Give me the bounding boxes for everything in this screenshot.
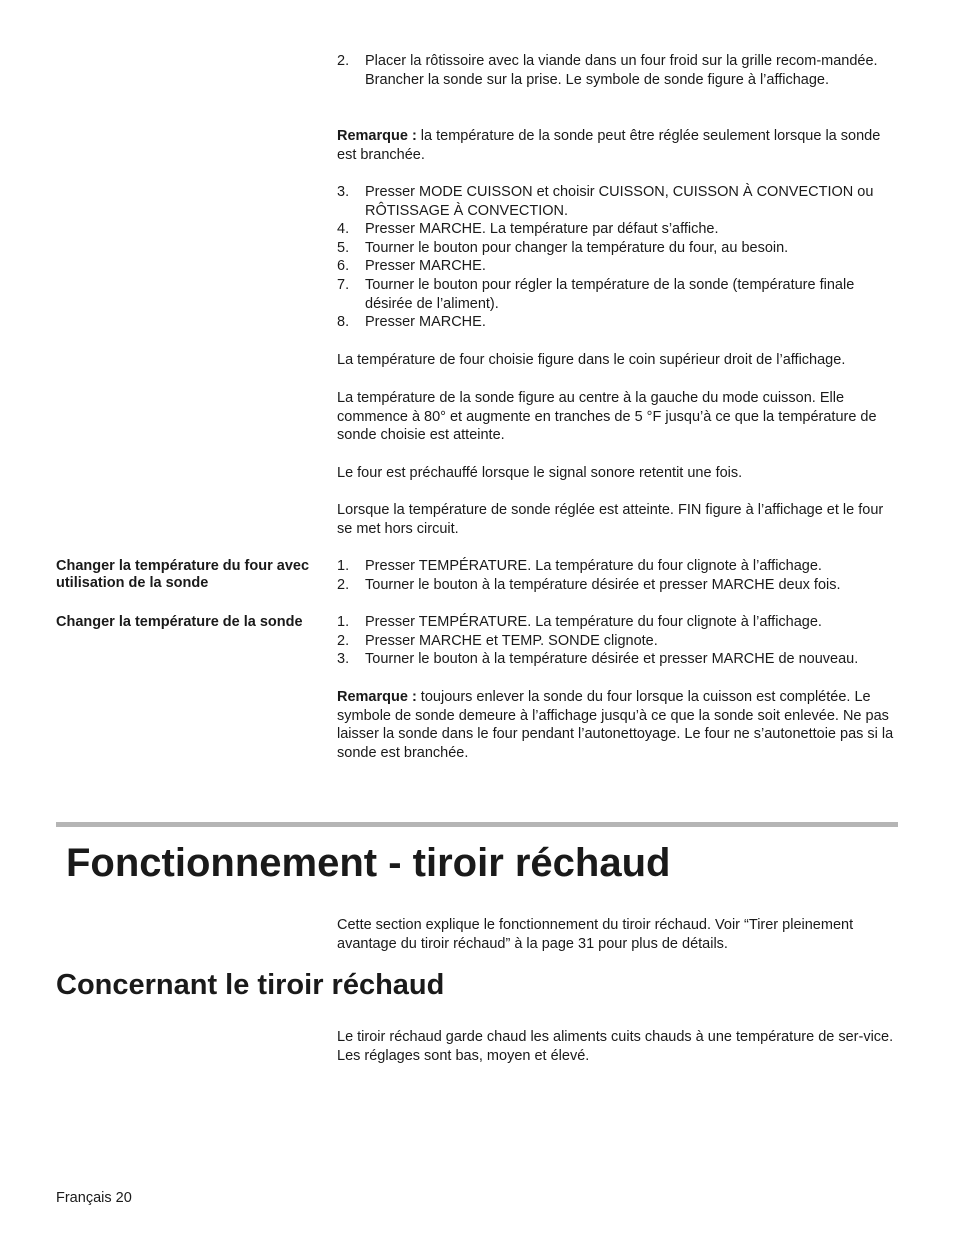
list-item <box>337 557 899 576</box>
step-list-a <box>337 52 899 89</box>
body-paragraph: Le four est préchauffé lorsque le signal sonore retentit une fois. <box>337 465 743 481</box>
step-number: 1. <box>337 614 350 630</box>
step-text: Placer la rôtissoire avec la viande dans un four froid sur la grille recom-mandée. Brancher la sonde sur la prise. Le symbole de sonde figure à l’affichage. <box>365 53 878 88</box>
list-item <box>337 220 899 239</box>
list-item <box>337 257 899 276</box>
step-text: Tourner le bouton à la température désirée et presser MARCHE deux fois. <box>365 576 841 593</box>
step-text: Presser MARCHE. La température par défaut s’affiche. <box>365 221 719 238</box>
section-paragraph: Le tiroir réchaud garde chaud les aliments cuits chauds à une température de ser-vice. Les réglages sont bas, moyen et élevé. <box>337 1029 894 1064</box>
step-text: Tourner le bouton pour régler la température de la sonde (température finale désirée de l’aliment). <box>365 276 855 312</box>
step-list-oven-temp <box>337 557 899 594</box>
step-number: 2. <box>337 53 350 69</box>
step-number: 8. <box>337 314 350 331</box>
step-number: 3. <box>337 651 350 668</box>
chapter-divider <box>56 822 898 827</box>
step-text: Presser MARCHE et TEMP. SONDE clignote. <box>365 632 658 649</box>
step-number: 6. <box>337 258 350 275</box>
step-number: 3. <box>337 184 350 200</box>
step-number: 2. <box>337 632 350 649</box>
note-paragraph <box>337 688 899 762</box>
body-paragraph: La température de four choisie figure dans le coin supérieur droit de l’affichage. <box>337 352 846 368</box>
step-text: Presser MODE CUISSON et choisir CUISSON, CUISSON À CONVECTION ou RÔTISSAGE À CONVECTION. <box>365 184 874 219</box>
list-item <box>337 613 899 632</box>
list-item <box>337 183 899 220</box>
step-list-b <box>337 183 899 332</box>
page-footer: Français 20 <box>56 1190 132 1206</box>
step-list-probe-temp <box>337 613 899 669</box>
chapter-intro: Cette section explique le fonctionnement du tiroir réchaud. Voir “Tirer pleinement avantage du tiroir réchaud” à la page 31 pour plus de détails. <box>337 917 854 952</box>
note-paragraph <box>337 127 899 164</box>
step-number: 7. <box>337 276 350 293</box>
list-item <box>337 650 899 669</box>
step-number: 5. <box>337 239 350 256</box>
body-paragraph: La température de la sonde figure au centre à la gauche du mode cuisson. Elle commence à 80° et augmente en tranches de 5 °F jusqu’à ce que la température de sonde choisie est atteinte. <box>337 390 877 444</box>
list-item <box>337 239 899 258</box>
list-item <box>337 313 899 332</box>
list-item <box>337 576 899 595</box>
step-number: 2. <box>337 576 350 593</box>
note-label: Remarque : <box>337 689 417 705</box>
step-text: Tourner le bouton pour changer la température du four, au besoin. <box>365 239 789 256</box>
step-text: Presser MARCHE. <box>365 314 486 331</box>
chapter-title: Fonctionnement - tiroir réchaud <box>66 841 671 885</box>
list-item <box>337 276 899 313</box>
step-number: 4. <box>337 221 350 238</box>
step-number: 1. <box>337 558 350 574</box>
section-title: Concernant le tiroir réchaud <box>56 969 445 1001</box>
body-paragraph: Lorsque la température de sonde réglée est atteinte. FIN figure à l’affichage et le four se met hors circuit. <box>337 502 884 537</box>
note-text: toujours enlever la sonde du four lorsque la cuisson est complétée. Le symbole de sonde demeure à l’affichage jusqu’à ce que la sonde soit enlevée. Ne pas laisser la sonde dans le four pendant l’autonettoyage. Le four ne s’autonettoie pas si la sonde est branchée. <box>337 689 894 761</box>
list-item <box>337 632 899 651</box>
step-text: Presser MARCHE. <box>365 258 486 275</box>
step-text: Tourner le bouton à la température désirée et presser MARCHE de nouveau. <box>365 651 859 668</box>
side-heading-probe-temp: Changer la température de la sonde <box>56 614 303 630</box>
note-label: Remarque : <box>337 128 417 144</box>
side-heading-oven-temp: Changer la température du four avec utilisation de la sonde <box>56 558 310 591</box>
list-item <box>337 52 899 89</box>
step-text: Presser TEMPÉRATURE. La température du four clignote à l’affichage. <box>365 614 822 630</box>
step-text: Presser TEMPÉRATURE. La température du four clignote à l’affichage. <box>365 558 822 574</box>
note-text: la température de la sonde peut être réglée seulement lorsque la sonde est branchée. <box>337 128 881 163</box>
